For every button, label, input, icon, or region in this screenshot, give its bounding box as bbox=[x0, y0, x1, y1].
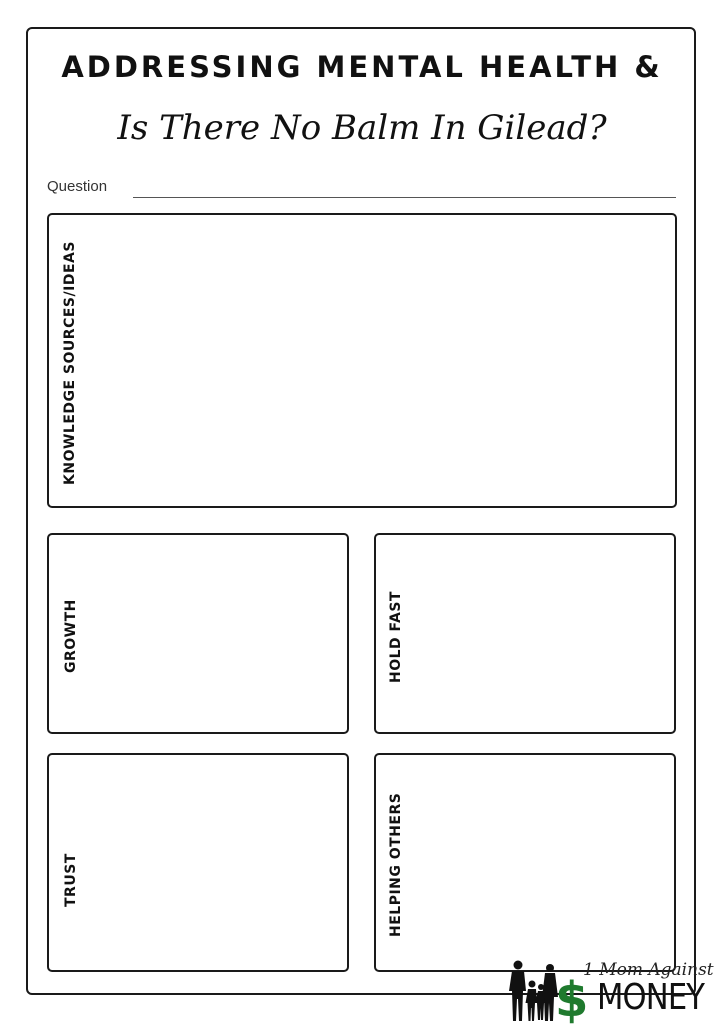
growth-box[interactable] bbox=[47, 533, 349, 734]
helping-others-label: HELPING OTHERS bbox=[388, 792, 404, 937]
trust-label: TRUST bbox=[63, 853, 79, 907]
svg-text:$: $ bbox=[555, 972, 589, 1024]
worksheet-title: ADDRESSING MENTAL HEALTH & bbox=[61, 50, 663, 84]
knowledge-sources-label: KNOWLEDGE SOURCES/IDEAS bbox=[62, 241, 78, 485]
growth-label: GROWTH bbox=[63, 599, 79, 673]
question-answer-line[interactable] bbox=[133, 197, 676, 198]
knowledge-sources-box[interactable] bbox=[47, 213, 677, 508]
logo-text-line2: MONEY bbox=[597, 977, 705, 1018]
worksheet-subtitle: Is There No Balm In Gilead? bbox=[117, 108, 607, 148]
question-label: Question bbox=[47, 178, 108, 195]
helping-others-box[interactable] bbox=[374, 753, 676, 972]
trust-box[interactable] bbox=[47, 753, 349, 972]
logo-text-line1: 1 Mom Against bbox=[583, 960, 714, 980]
hold-fast-box[interactable] bbox=[374, 533, 676, 734]
hold-fast-label: HOLD FAST bbox=[388, 591, 404, 683]
